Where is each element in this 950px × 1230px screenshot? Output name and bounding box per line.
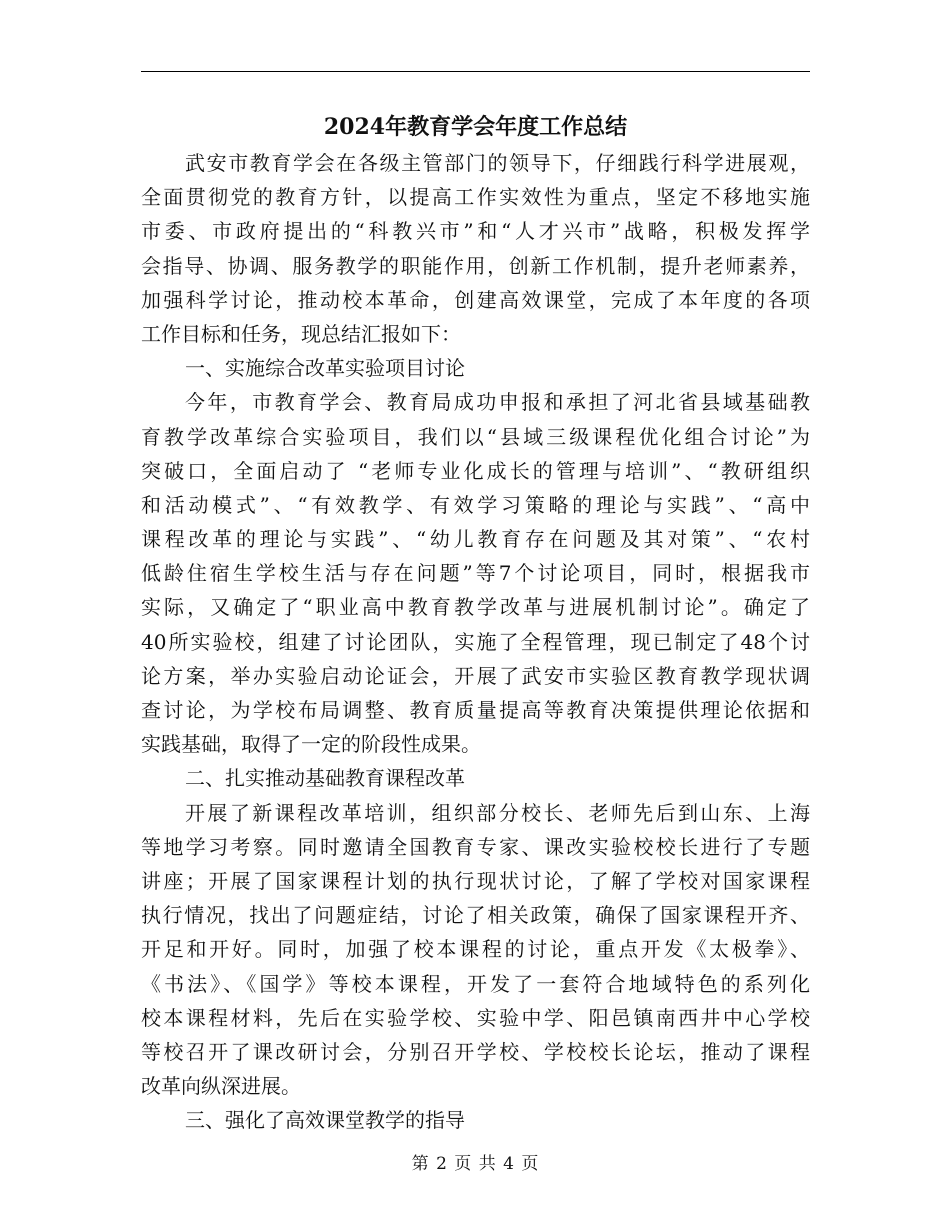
body-line: 突破口，全面启动了 “老师专业化成长的管理与培训”、“教研组织 [141, 458, 810, 483]
body-line: 育教学改革综合实验项目，我们以“县域三级课程优化组合讨论”为 [141, 424, 810, 449]
body-line: 课程改革的理论与实践”、“幼儿教育存在问题及其对策”、“农村 [141, 527, 810, 552]
header-rule [141, 71, 810, 72]
body-line: 校本课程材料，先后在实验学校、实验中学、阳邑镇南西井中心学校 [141, 1005, 810, 1030]
document-body [141, 146, 810, 1137]
body-line: 今年，市教育学会、教育局成功申报和承担了河北省县域基础教 [185, 390, 810, 415]
body-line: 执行情况，找出了问题症结，讨论了相关政策，确保了国家课程开齐、 [141, 903, 810, 928]
body-line: 三、强化了高效课堂教学的指导 [185, 1108, 465, 1133]
body-line: 等校召开了课改研讨会，分别召开学校、学校校长论坛，推动了课程 [141, 1039, 810, 1064]
body-line: 查讨论，为学校布局调整、教育质量提高等教育决策提供理论依据和 [141, 698, 810, 722]
body-line: 武安市教育学会在各级主管部门的领导下，仔细践行科学进展观， [185, 151, 810, 175]
body-line: 会指导、协调、服务教学的职能作用，创新工作机制，提升老师素养， [141, 253, 810, 278]
body-line: 二、扎实推动基础教育课程改革 [185, 766, 465, 791]
body-line: 加强科学讨论，推动校本革命，创建高效课堂，完成了本年度的各项 [141, 287, 810, 312]
body-line: 讲座；开展了国家课程计划的执行现状讨论，了解了学校对国家课程 [141, 868, 810, 893]
body-line: 40所实验校，组建了讨论团队，实施了全程管理，现已制定了48个讨 [141, 629, 810, 654]
page-number-footer: 第 2 页 共 4 页 [411, 1154, 540, 1174]
body-line: 低龄住宿生学校生活与存在问题”等7个讨论项目，同时，根据我市 [141, 561, 810, 586]
body-line: 等地学习考察。同时邀请全国教育专家、课改实验校校长进行了专题 [141, 834, 810, 859]
body-line: 实际，又确定了“职业高中教育教学改革与进展机制讨论”。确定了 [141, 595, 810, 620]
body-line: 一、实施综合改革实验项目讨论 [185, 356, 465, 381]
document-title: 2024年教育学会年度工作总结 [323, 114, 628, 140]
body-line: 开展了新课程改革培训，组织部分校长、老师先后到山东、上海 [185, 800, 810, 825]
body-line: 工作目标和任务，现总结汇报如下： [141, 321, 461, 346]
body-line: 和活动模式”、“有效教学、有效学习策略的理论与实践”、“高中 [141, 492, 810, 517]
body-line: 全面贯彻党的教育方针，以提高工作实效性为重点，坚定不移地实施 [141, 185, 810, 210]
body-line: 市委、市政府提出的“科教兴市”和“人才兴市”战略，积极发挥学 [141, 219, 810, 244]
body-line: 改革向纵深进展。 [141, 1074, 301, 1099]
body-line: 实践基础，取得了一定的阶段性成果。 [141, 732, 481, 757]
body-line: 《书法》、《国学》等校本课程，开发了一套符合地域特色的系列化 [141, 971, 810, 996]
body-line: 论方案，举办实验启动论证会，开展了武安市实验区教育教学现状调 [141, 663, 810, 688]
body-line: 开足和开好。同时，加强了校本课程的讨论，重点开发《太极拳》、 [141, 937, 810, 962]
